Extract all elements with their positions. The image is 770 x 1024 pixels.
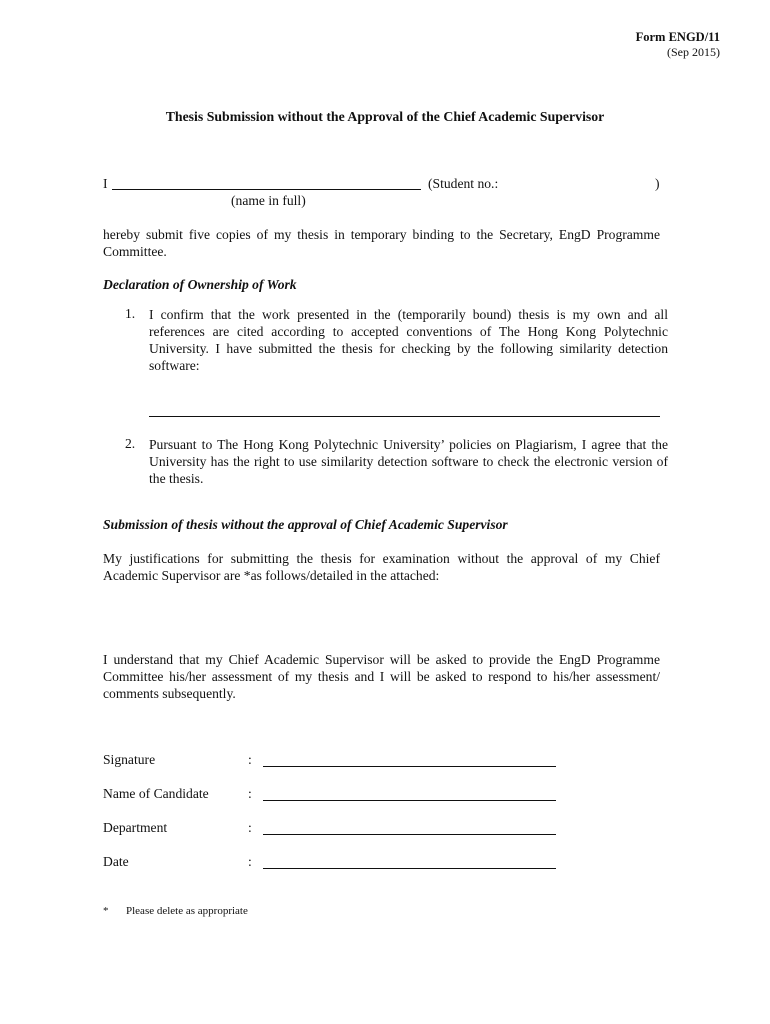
candidate-name-colon: : — [248, 786, 252, 801]
similarity-software-field[interactable] — [149, 416, 660, 417]
signature-colon: : — [248, 752, 252, 767]
date-label: Date — [103, 854, 129, 869]
list-text: I confirm that the work presented in the (temporarily bound) thesis is my own and all references are cited according to accepted conventions of The Hong Kong Polytechnic University. I have submitted the thesis for checking by the following similarity detection software: — [149, 307, 668, 373]
footnote-mark: * — [103, 905, 109, 917]
declaration-heading: Declaration of Ownership of Work — [103, 277, 297, 292]
department-label: Department — [103, 820, 168, 835]
date-field[interactable] — [263, 868, 556, 869]
candidate-name-field[interactable] — [263, 800, 556, 801]
student-name-field[interactable] — [112, 189, 421, 190]
intro-paragraph: hereby submit five copies of my thesis in temporary binding to the Secretary, EngD Programme Committee. — [103, 227, 660, 259]
justification-paragraph: My justifications for submitting the thesis for examination without the approval of my Chief Academic Supervisor are *as follows/detailed in the attached: — [103, 551, 660, 583]
date-colon: : — [248, 854, 252, 869]
list-text: Pursuant to The Hong Kong Polytechnic University’ policies on Plagiarism, I agree that the University has the right to use similarity detection software to check the electronic version of the thesis. — [149, 437, 668, 486]
signature-field[interactable] — [263, 766, 556, 767]
signature-label: Signature — [103, 752, 156, 767]
student-no-closing: ) — [655, 176, 660, 191]
footnote-text: Please delete as appropriate — [126, 905, 248, 917]
department-colon: : — [248, 820, 252, 835]
form-code: Form ENGD/11 — [635, 30, 720, 44]
student-line-prefix: I — [103, 176, 108, 191]
form-date: (Sep 2015) — [667, 45, 720, 59]
student-no-field[interactable] — [510, 176, 650, 192]
student-no-label: (Student no.: — [428, 176, 499, 191]
list-number: 2. — [125, 436, 136, 451]
document-title: Thesis Submission without the Approval of the Chief Academic Supervisor — [165, 109, 605, 124]
submission-heading: Submission of thesis without the approval of Chief Academic Supervisor — [103, 517, 508, 532]
understanding-paragraph: I understand that my Chief Academic Supervisor will be asked to provide the EngD Programme Committee his/her assessment of my thesis and I will be asked to respond to his/her assessment/ comments subsequently. — [103, 652, 660, 701]
department-field[interactable] — [263, 834, 556, 835]
name-hint: (name in full) — [231, 193, 306, 208]
candidate-name-label: Name of Candidate — [103, 786, 209, 801]
list-number: 1. — [125, 306, 136, 321]
